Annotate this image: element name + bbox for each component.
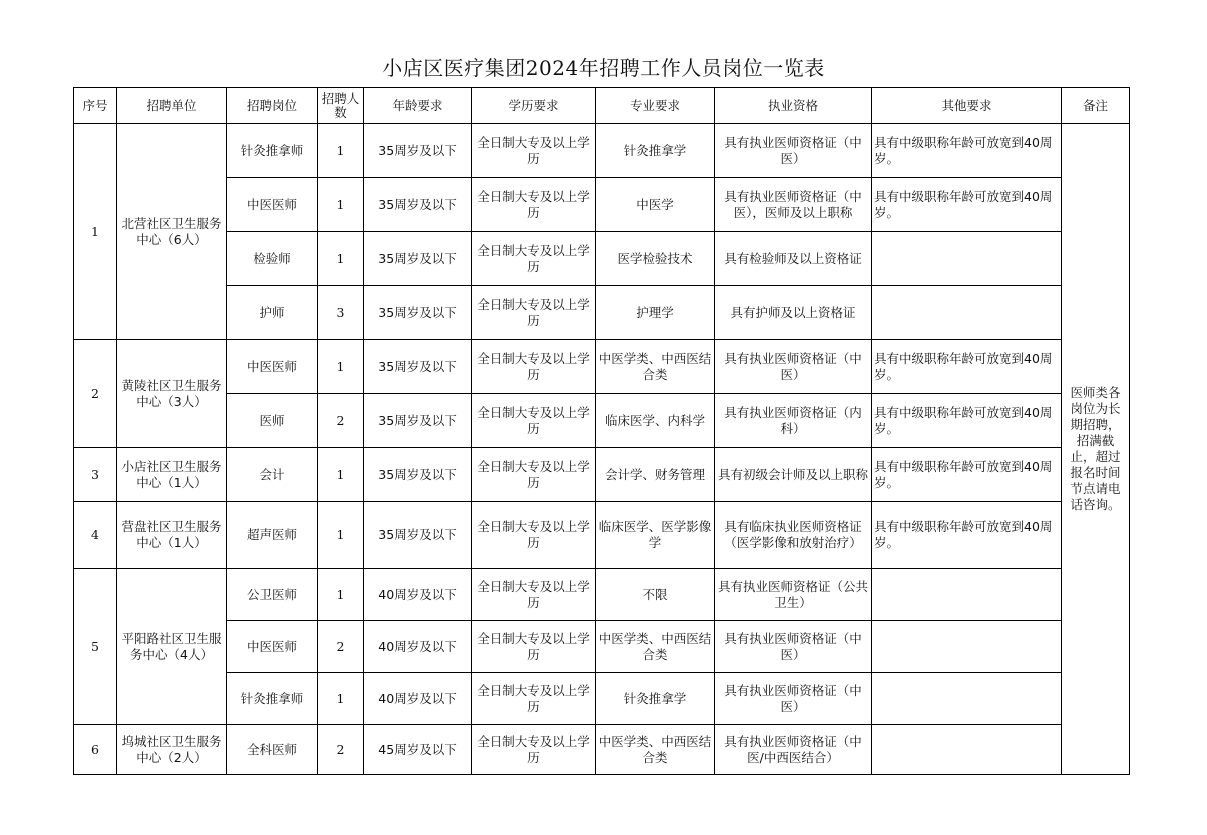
header-cell: 学历要求 [472,88,596,124]
unit-number: 5 [74,569,117,725]
major-cell: 护理学 [596,286,715,340]
age-cell: 35周岁及以下 [364,124,472,178]
major-cell: 中医学 [596,178,715,232]
other-cell [872,673,1062,725]
qualification-cell: 具有执业医师资格证（内科） [715,394,872,448]
age-cell: 40周岁及以下 [364,569,472,621]
education-cell: 全日制大专及以上学历 [472,673,596,725]
unit-number: 2 [74,340,117,448]
count-cell: 1 [318,569,364,621]
table-row [74,286,1130,340]
major-cell: 医学检验技术 [596,232,715,286]
table-row [74,340,1130,394]
unit-number: 3 [74,448,117,502]
age-cell: 40周岁及以下 [364,673,472,725]
count-cell: 3 [318,286,364,340]
other-cell [872,621,1062,673]
post-cell: 超声医师 [227,502,318,569]
table-row [74,725,1130,775]
unit-name: 营盘社区卫生服务中心（1人） [117,502,227,569]
unit-name: 平阳路社区卫生服务中心（4人） [117,569,227,725]
major-cell: 不限 [596,569,715,621]
age-cell: 35周岁及以下 [364,232,472,286]
age-cell: 40周岁及以下 [364,621,472,673]
count-cell: 1 [318,124,364,178]
post-cell: 中医医师 [227,340,318,394]
age-cell: 35周岁及以下 [364,286,472,340]
education-cell: 全日制大专及以上学历 [472,502,596,569]
count-cell: 1 [318,340,364,394]
major-cell: 中医学类、中西医结合类 [596,725,715,775]
post-cell: 全科医师 [227,725,318,775]
major-cell: 临床医学、内科学 [596,394,715,448]
education-cell: 全日制大专及以上学历 [472,621,596,673]
other-cell [872,725,1062,775]
post-cell: 医师 [227,394,318,448]
unit-name: 黄陵社区卫生服务中心（3人） [117,340,227,448]
page-title: 小店区医疗集团2024年招聘工作人员岗位一览表 [382,56,825,80]
qualification-cell: 具有执业医师资格证（中医） [715,124,872,178]
post-cell: 中医医师 [227,621,318,673]
qualification-cell: 具有执业医师资格证（公共卫生） [715,569,872,621]
header-cell: 其他要求 [872,88,1062,124]
header-cell: 招聘单位 [117,88,227,124]
header-cell: 序号 [74,88,117,124]
qualification-cell: 具有护师及以上资格证 [715,286,872,340]
count-cell: 2 [318,725,364,775]
post-cell: 公卫医师 [227,569,318,621]
education-cell: 全日制大专及以上学历 [472,725,596,775]
post-cell: 中医医师 [227,178,318,232]
count-cell: 1 [318,448,364,502]
post-cell: 针灸推拿师 [227,124,318,178]
table-row [74,448,1130,502]
table-row [74,502,1130,569]
education-cell: 全日制大专及以上学历 [472,448,596,502]
header-cell: 备注 [1062,88,1130,124]
unit-name: 坞城社区卫生服务中心（2人） [117,725,227,775]
count-cell: 1 [318,178,364,232]
major-cell: 针灸推拿学 [596,673,715,725]
age-cell: 35周岁及以下 [364,340,472,394]
education-cell: 全日制大专及以上学历 [472,286,596,340]
other-cell: 具有中级职称年龄可放宽到40周岁。 [872,340,1062,394]
count-cell: 2 [318,394,364,448]
count-cell: 1 [318,502,364,569]
age-cell: 35周岁及以下 [364,178,472,232]
education-cell: 全日制大专及以上学历 [472,569,596,621]
count-cell: 2 [318,621,364,673]
age-cell: 35周岁及以下 [364,394,472,448]
table-row [74,673,1130,725]
unit-name: 北营社区卫生服务中心（6人） [117,124,227,340]
education-cell: 全日制大专及以上学历 [472,178,596,232]
other-cell: 具有中级职称年龄可放宽到40周岁。 [872,178,1062,232]
other-cell: 具有中级职称年龄可放宽到40周岁。 [872,502,1062,569]
qualification-cell: 具有执业医师资格证（中医/中西医结合） [715,725,872,775]
header-cell: 专业要求 [596,88,715,124]
table-row [74,569,1130,621]
table-body [74,124,1130,775]
education-cell: 全日制大专及以上学历 [472,232,596,286]
table-row [74,394,1130,448]
other-cell: 具有中级职称年龄可放宽到40周岁。 [872,448,1062,502]
major-cell: 临床医学、医学影像学 [596,502,715,569]
major-cell: 中医学类、中西医结合类 [596,340,715,394]
post-cell: 会计 [227,448,318,502]
other-cell: 具有中级职称年龄可放宽到40周岁。 [872,394,1062,448]
education-cell: 全日制大专及以上学历 [472,124,596,178]
count-cell: 1 [318,232,364,286]
age-cell: 35周岁及以下 [364,502,472,569]
table-row [74,178,1130,232]
unit-number: 6 [74,725,117,775]
other-cell [872,286,1062,340]
qualification-cell: 具有执业医师资格证（中医），医师及以上职称 [715,178,872,232]
qualification-cell: 具有执业医师资格证（中医） [715,673,872,725]
other-cell: 具有中级职称年龄可放宽到40周岁。 [872,124,1062,178]
education-cell: 全日制大专及以上学历 [472,394,596,448]
qualification-cell: 具有执业医师资格证（中医） [715,340,872,394]
education-cell: 全日制大专及以上学历 [472,340,596,394]
count-cell: 1 [318,673,364,725]
qualification-cell: 具有执业医师资格证（中医） [715,621,872,673]
unit-name: 小店社区卫生服务中心（1人） [117,448,227,502]
qualification-cell: 具有临床执业医师资格证（医学影像和放射治疗） [715,502,872,569]
remark-cell: 医师类各岗位为长期招聘，招满截止，超过报名时间节点请电话咨询。 [1062,124,1130,775]
table-row [74,232,1130,286]
post-cell: 针灸推拿师 [227,673,318,725]
major-cell: 会计学、财务管理 [596,448,715,502]
qualification-cell: 具有检验师及以上资格证 [715,232,872,286]
other-cell [872,569,1062,621]
recruitment-table [73,87,1130,775]
qualification-cell: 具有初级会计师及以上职称 [715,448,872,502]
other-cell [872,232,1062,286]
header-cell: 年龄要求 [364,88,472,124]
table-row [74,124,1130,178]
unit-number: 4 [74,502,117,569]
major-cell: 针灸推拿学 [596,124,715,178]
post-cell: 护师 [227,286,318,340]
header-row [74,88,1130,124]
table-row [74,621,1130,673]
age-cell: 45周岁及以下 [364,725,472,775]
unit-number: 1 [74,124,117,340]
post-cell: 检验师 [227,232,318,286]
header-cell: 招聘岗位 [227,88,318,124]
header-cell: 执业资格 [715,88,872,124]
major-cell: 中医学类、中西医结合类 [596,621,715,673]
age-cell: 35周岁及以下 [364,448,472,502]
header-cell: 招聘人数 [318,88,364,124]
